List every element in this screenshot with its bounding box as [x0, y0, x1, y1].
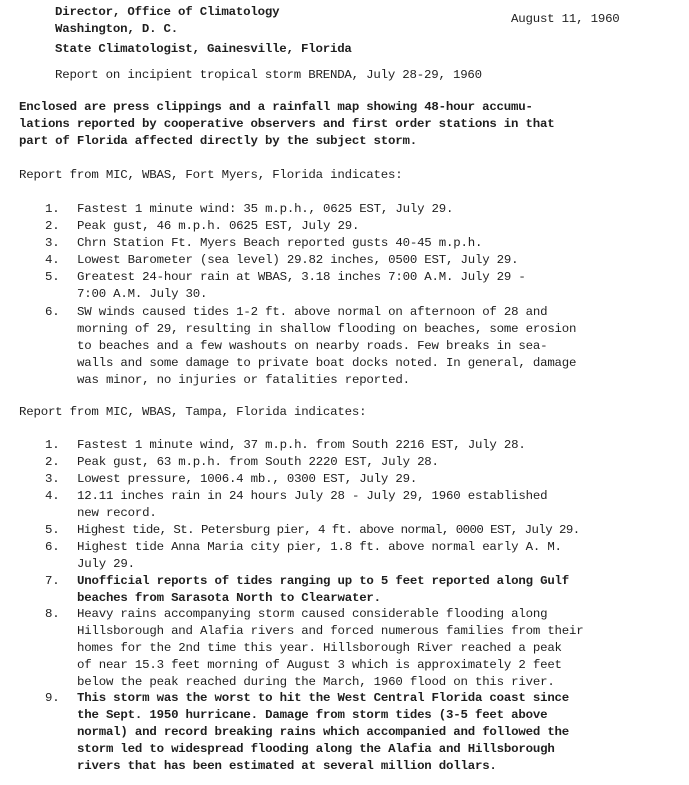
- item-text: July 29.: [77, 557, 135, 571]
- item-text: This storm was the worst to hit the West Central Florida coast since: [77, 691, 570, 705]
- item-text: normal) and record breaking rains which accompanied and followed the: [77, 725, 570, 739]
- item-number: 1.: [45, 438, 60, 452]
- item-text: walls and some damage to private boat docks noted. In general, damage: [77, 356, 577, 370]
- item-text: rivers that has been estimated at several million dollars.: [77, 759, 497, 773]
- item-number: 8.: [45, 607, 60, 621]
- item-text: Hillsborough and Alafia rivers and forced numerous families from their: [77, 624, 584, 638]
- item-number: 6.: [45, 540, 60, 554]
- item-text: 7:00 A.M. July 30.: [77, 287, 208, 301]
- intro-line: Enclosed are press clippings and a rainfall map showing 48-hour accumu-: [19, 100, 533, 114]
- intro-line: part of Florida affected directly by the subject storm.: [19, 134, 417, 148]
- item-text: Highest tide, St. Petersburg pier, 4 ft. above normal, 0000 EST, July 29.: [77, 523, 580, 537]
- item-text: 12.11 inches rain in 24 hours July 28 - July 29, 1960 established: [77, 489, 548, 503]
- item-text: SW winds caused tides 1-2 ft. above normal on afternoon of 28 and: [77, 305, 548, 319]
- item-text: Peak gust, 46 m.p.h. 0625 EST, July 29.: [77, 219, 360, 233]
- item-text: Fastest 1 minute wind, 37 m.p.h. from South 2216 EST, July 28.: [77, 438, 526, 452]
- section-heading-tampa: Report from MIC, WBAS, Tampa, Florida indicates:: [19, 405, 367, 419]
- intro-line: lations reported by cooperative observers and first order stations in that: [19, 117, 555, 131]
- item-text: below the peak reached during the March, 1960 flood on this river.: [77, 675, 555, 689]
- item-text: Peak gust, 63 m.p.h. from South 2220 EST, July 28.: [77, 455, 439, 469]
- item-text: beaches from Sarasota North to Clearwater.: [77, 591, 381, 605]
- recipient-location: Washington, D. C.: [55, 22, 179, 36]
- item-number: 3.: [45, 236, 60, 250]
- item-text: storm led to widespread flooding along the Alafia and Hillsborough: [77, 742, 555, 756]
- item-text: Greatest 24-hour rain at WBAS, 3.18 inches 7:00 A.M. July 29 -: [77, 270, 526, 284]
- item-number: 3.: [45, 472, 60, 486]
- item-number: 2.: [45, 219, 60, 233]
- item-text: morning of 29, resulting in shallow flooding on beaches, some erosion: [77, 322, 577, 336]
- item-text: homes for the 2nd time this year. Hillsborough River reached a peak: [77, 641, 562, 655]
- item-text: Chrn Station Ft. Myers Beach reported gusts 40-45 m.p.h.: [77, 236, 483, 250]
- item-text: Fastest 1 minute wind: 35 m.p.h., 0625 EST, July 29.: [77, 202, 454, 216]
- item-text: was minor, no injuries or fatalities reported.: [77, 373, 410, 387]
- item-text: the Sept. 1950 hurricane. Damage from storm tides (3-5 feet above: [77, 708, 548, 722]
- item-number: 9.: [45, 691, 60, 705]
- item-text: Lowest pressure, 1006.4 mb., 0300 EST, July 29.: [77, 472, 418, 486]
- item-text: new record.: [77, 506, 157, 520]
- item-text: Highest tide Anna Maria city pier, 1.8 ft. above normal early A. M.: [77, 540, 562, 554]
- sender-line: State Climatologist, Gainesville, Florida: [55, 42, 352, 56]
- section-heading-fort-myers: Report from MIC, WBAS, Fort Myers, Florida indicates:: [19, 168, 403, 182]
- item-number: 4.: [45, 489, 60, 503]
- memo-date: August 11, 1960: [511, 12, 620, 26]
- item-text: to beaches and a few washouts on nearby roads. Few breaks in sea-: [77, 339, 548, 353]
- item-text: Heavy rains accompanying storm caused considerable flooding along: [77, 607, 548, 621]
- item-number: 5.: [45, 270, 60, 284]
- item-text: Unofficial reports of tides ranging up to 5 feet reported along Gulf: [77, 574, 570, 588]
- item-number: 6.: [45, 305, 60, 319]
- subject-line: Report on incipient tropical storm BRENDA, July 28-29, 1960: [55, 68, 482, 82]
- item-number: 1.: [45, 202, 60, 216]
- item-text: Lowest Barometer (sea level) 29.82 inches, 0500 EST, July 29.: [77, 253, 519, 267]
- item-number: 4.: [45, 253, 60, 267]
- item-number: 7.: [45, 574, 60, 588]
- item-text: of near 15.3 feet morning of August 3 which is approximately 2 feet: [77, 658, 562, 672]
- item-number: 5.: [45, 523, 60, 537]
- recipient-title: Director, Office of Climatology: [55, 5, 280, 19]
- item-number: 2.: [45, 455, 60, 469]
